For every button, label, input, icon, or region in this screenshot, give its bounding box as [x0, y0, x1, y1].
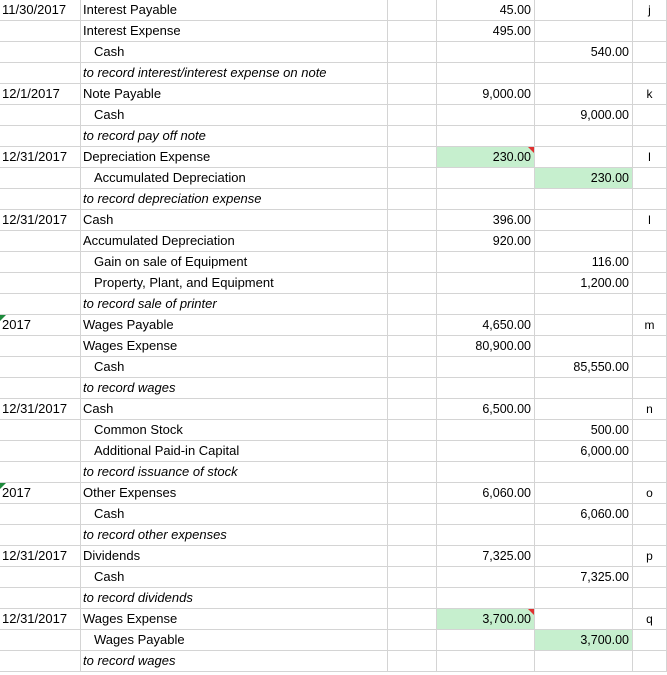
journal-row	[0, 126, 667, 147]
date-cell[interactable]	[0, 63, 81, 84]
debit-amount: 6,500.00	[482, 402, 531, 416]
account-name: Cash	[83, 401, 114, 416]
account-cell[interactable]	[81, 462, 388, 483]
credit-cell[interactable]	[535, 630, 633, 651]
debit-cell[interactable]	[437, 441, 535, 462]
journal-row	[0, 462, 667, 483]
credit-cell[interactable]	[535, 420, 633, 441]
account-name: Accumulated Depreciation	[83, 233, 235, 248]
journal-row	[0, 651, 667, 672]
blank-cell[interactable]	[388, 0, 437, 21]
journal-row	[0, 588, 667, 609]
account-name: Accumulated Depreciation	[94, 170, 246, 185]
debit-cell[interactable]	[437, 630, 535, 651]
journal-row	[0, 252, 667, 273]
credit-cell[interactable]	[535, 504, 633, 525]
debit-cell[interactable]	[437, 336, 535, 357]
date-cell[interactable]	[0, 294, 81, 315]
journal-row	[0, 420, 667, 441]
entry-memo: to record depreciation expense	[83, 191, 262, 206]
debit-cell[interactable]	[437, 147, 535, 168]
account-name: Dividends	[83, 548, 141, 563]
account-cell[interactable]	[81, 651, 388, 672]
blank-cell[interactable]	[388, 126, 437, 147]
debit-amount: 920.00	[492, 234, 531, 248]
account-name: Cash	[83, 212, 114, 227]
credit-cell[interactable]	[535, 84, 633, 105]
journal-row	[0, 441, 667, 462]
date-cell[interactable]	[0, 315, 81, 336]
account-name: Cash	[94, 44, 125, 59]
date-cell[interactable]	[0, 168, 81, 189]
date-cell[interactable]	[0, 504, 81, 525]
debit-amount: 80,900.00	[475, 339, 531, 353]
journal-row	[0, 0, 667, 21]
account-name: Common Stock	[94, 422, 183, 437]
entry-reference: p	[646, 549, 653, 563]
entry-memo: to record wages	[83, 380, 176, 395]
entry-date: 12/1/2017	[2, 86, 60, 101]
journal-row	[0, 378, 667, 399]
account-cell[interactable]	[81, 168, 388, 189]
account-name: Gain on sale of Equipment	[94, 254, 248, 269]
account-cell[interactable]	[81, 630, 388, 651]
debit-cell[interactable]	[437, 525, 535, 546]
date-cell[interactable]	[0, 126, 81, 147]
account-cell[interactable]	[81, 63, 388, 84]
account-cell[interactable]	[81, 609, 388, 630]
date-cell[interactable]	[0, 630, 81, 651]
date-cell[interactable]	[0, 420, 81, 441]
account-cell[interactable]	[81, 252, 388, 273]
debit-cell[interactable]	[437, 588, 535, 609]
account-cell[interactable]	[81, 21, 388, 42]
journal-row	[0, 609, 667, 630]
credit-amount: 500.00	[590, 423, 629, 437]
blank-cell[interactable]	[388, 252, 437, 273]
journal-row	[0, 84, 667, 105]
debit-cell[interactable]	[437, 252, 535, 273]
entry-date: 2017	[2, 485, 31, 500]
blank-cell[interactable]	[388, 336, 437, 357]
blank-cell[interactable]	[388, 588, 437, 609]
journal-row	[0, 315, 667, 336]
debit-cell[interactable]	[437, 294, 535, 315]
date-cell[interactable]	[0, 378, 81, 399]
account-name: Cash	[94, 569, 125, 584]
account-name: Other Expenses	[83, 485, 177, 500]
account-cell[interactable]	[81, 84, 388, 105]
blank-cell[interactable]	[388, 462, 437, 483]
journal-row	[0, 630, 667, 651]
credit-cell[interactable]	[535, 21, 633, 42]
journal-row	[0, 294, 667, 315]
account-name: Depreciation Expense	[83, 149, 211, 164]
debit-cell[interactable]	[437, 168, 535, 189]
account-cell[interactable]	[81, 231, 388, 252]
date-cell[interactable]	[0, 21, 81, 42]
reference-cell[interactable]	[633, 462, 667, 483]
journal-row	[0, 42, 667, 63]
reference-cell[interactable]	[633, 441, 667, 462]
credit-cell[interactable]	[535, 609, 633, 630]
credit-cell[interactable]	[535, 252, 633, 273]
reference-cell[interactable]	[633, 294, 667, 315]
credit-cell[interactable]	[535, 567, 633, 588]
account-name: Wages Payable	[94, 632, 185, 647]
journal-row	[0, 525, 667, 546]
blank-cell[interactable]	[388, 441, 437, 462]
blank-cell[interactable]	[388, 63, 437, 84]
debit-cell[interactable]	[437, 42, 535, 63]
account-cell[interactable]	[81, 315, 388, 336]
credit-cell[interactable]	[535, 357, 633, 378]
credit-cell[interactable]	[535, 483, 633, 504]
reference-cell[interactable]	[633, 357, 667, 378]
entry-reference: m	[644, 318, 655, 332]
account-cell[interactable]	[81, 336, 388, 357]
account-cell[interactable]	[81, 189, 388, 210]
credit-cell[interactable]	[535, 462, 633, 483]
credit-amount: 116.00	[591, 255, 629, 269]
credit-cell[interactable]	[535, 294, 633, 315]
account-name: Wages Expense	[83, 338, 178, 353]
date-cell[interactable]	[0, 483, 81, 504]
debit-cell[interactable]	[437, 609, 535, 630]
reference-cell[interactable]	[633, 525, 667, 546]
credit-cell[interactable]	[535, 189, 633, 210]
entry-reference: o	[646, 486, 653, 500]
reference-cell[interactable]	[633, 504, 667, 525]
entry-memo: to record pay off note	[83, 128, 206, 143]
reference-cell[interactable]	[633, 546, 667, 567]
entry-reference: k	[646, 87, 653, 101]
credit-cell[interactable]	[535, 315, 633, 336]
credit-amount: 3,700.00	[580, 633, 629, 647]
credit-cell[interactable]	[535, 399, 633, 420]
account-name: Interest Payable	[83, 2, 177, 17]
account-name: Cash	[94, 506, 125, 521]
credit-amount: 1,200.00	[580, 276, 629, 290]
blank-cell[interactable]	[388, 189, 437, 210]
reference-cell[interactable]	[633, 609, 667, 630]
blank-cell[interactable]	[388, 378, 437, 399]
entry-date: 12/31/2017	[2, 611, 68, 626]
blank-cell[interactable]	[388, 630, 437, 651]
debit-cell[interactable]	[437, 210, 535, 231]
account-cell[interactable]	[81, 378, 388, 399]
reference-cell[interactable]	[633, 231, 667, 252]
debit-cell[interactable]	[437, 84, 535, 105]
debit-cell[interactable]	[437, 231, 535, 252]
credit-cell[interactable]	[535, 651, 633, 672]
credit-cell[interactable]	[535, 147, 633, 168]
date-cell[interactable]	[0, 231, 81, 252]
journal-row	[0, 147, 667, 168]
blank-cell[interactable]	[388, 84, 437, 105]
blank-cell[interactable]	[388, 504, 437, 525]
account-cell[interactable]	[81, 504, 388, 525]
credit-cell[interactable]	[535, 588, 633, 609]
journal-row	[0, 105, 667, 126]
blank-cell[interactable]	[388, 651, 437, 672]
reference-cell[interactable]	[633, 252, 667, 273]
account-name: Additional Paid-in Capital	[94, 443, 240, 458]
debit-cell[interactable]	[437, 567, 535, 588]
blank-cell[interactable]	[388, 105, 437, 126]
account-cell[interactable]	[81, 210, 388, 231]
reference-cell[interactable]	[633, 378, 667, 399]
reference-cell[interactable]	[633, 273, 667, 294]
entry-date: 12/31/2017	[2, 548, 68, 563]
date-cell[interactable]	[0, 546, 81, 567]
date-cell[interactable]	[0, 462, 81, 483]
date-cell[interactable]	[0, 210, 81, 231]
credit-cell[interactable]	[535, 210, 633, 231]
entry-memo: to record wages	[83, 653, 176, 668]
debit-cell[interactable]	[437, 483, 535, 504]
credit-cell[interactable]	[535, 63, 633, 84]
entry-reference: j	[648, 3, 651, 17]
reference-cell[interactable]	[633, 168, 667, 189]
reference-cell[interactable]	[633, 420, 667, 441]
reference-cell[interactable]	[633, 315, 667, 336]
credit-amount: 230.00	[590, 171, 629, 185]
blank-cell[interactable]	[388, 168, 437, 189]
date-cell[interactable]	[0, 0, 81, 21]
debit-cell[interactable]	[437, 420, 535, 441]
debit-amount: 9,000.00	[482, 87, 531, 101]
entry-reference: l	[648, 213, 651, 227]
debit-amount: 230.00	[492, 150, 531, 164]
credit-cell[interactable]	[535, 42, 633, 63]
blank-cell[interactable]	[388, 42, 437, 63]
journal-row	[0, 189, 667, 210]
credit-cell[interactable]	[535, 336, 633, 357]
reference-cell[interactable]	[633, 336, 667, 357]
debit-cell[interactable]	[437, 651, 535, 672]
entry-date: 12/31/2017	[2, 212, 68, 227]
blank-cell[interactable]	[388, 210, 437, 231]
credit-amount: 6,000.00	[580, 444, 629, 458]
journal-row	[0, 357, 667, 378]
account-cell[interactable]	[81, 42, 388, 63]
date-cell[interactable]	[0, 588, 81, 609]
date-cell[interactable]	[0, 252, 81, 273]
date-cell[interactable]	[0, 273, 81, 294]
reference-cell[interactable]	[633, 588, 667, 609]
account-cell[interactable]	[81, 546, 388, 567]
blank-cell[interactable]	[388, 483, 437, 504]
reference-cell[interactable]	[633, 0, 667, 21]
date-cell[interactable]	[0, 441, 81, 462]
account-cell[interactable]	[81, 483, 388, 504]
journal-row	[0, 168, 667, 189]
journal-row	[0, 546, 667, 567]
debit-cell[interactable]	[437, 378, 535, 399]
entry-date: 12/31/2017	[2, 149, 68, 164]
date-cell[interactable]	[0, 42, 81, 63]
debit-amount: 45.00	[499, 3, 531, 17]
journal-row	[0, 63, 667, 84]
account-cell[interactable]	[81, 441, 388, 462]
credit-cell[interactable]	[535, 105, 633, 126]
blank-cell[interactable]	[388, 21, 437, 42]
credit-cell[interactable]	[535, 126, 633, 147]
journal-row	[0, 504, 667, 525]
debit-amount: 3,700.00	[482, 612, 531, 626]
entry-reference: n	[646, 402, 653, 416]
reference-cell[interactable]	[633, 210, 667, 231]
blank-cell[interactable]	[388, 231, 437, 252]
debit-amount: 396.00	[492, 213, 531, 227]
journal-row	[0, 483, 667, 504]
blank-cell[interactable]	[388, 147, 437, 168]
entry-reference: q	[646, 612, 653, 626]
debit-cell[interactable]	[437, 126, 535, 147]
reference-cell[interactable]	[633, 42, 667, 63]
entry-date: 2017	[2, 317, 31, 332]
blank-cell[interactable]	[388, 294, 437, 315]
date-cell[interactable]	[0, 357, 81, 378]
credit-cell[interactable]	[535, 378, 633, 399]
credit-cell[interactable]	[535, 525, 633, 546]
date-cell[interactable]	[0, 336, 81, 357]
entry-date: 12/31/2017	[2, 401, 68, 416]
debit-cell[interactable]	[437, 273, 535, 294]
blank-cell[interactable]	[388, 546, 437, 567]
account-cell[interactable]	[81, 105, 388, 126]
credit-amount: 85,550.00	[573, 360, 629, 374]
journal-row	[0, 399, 667, 420]
credit-amount: 540.00	[590, 45, 629, 59]
date-cell[interactable]	[0, 567, 81, 588]
account-cell[interactable]	[81, 147, 388, 168]
journal-row	[0, 210, 667, 231]
reference-cell[interactable]	[633, 630, 667, 651]
reference-cell[interactable]	[633, 105, 667, 126]
debit-cell[interactable]	[437, 462, 535, 483]
credit-cell[interactable]	[535, 0, 633, 21]
reference-cell[interactable]	[633, 147, 667, 168]
blank-cell[interactable]	[388, 315, 437, 336]
account-name: Wages Expense	[83, 611, 178, 626]
date-cell[interactable]	[0, 84, 81, 105]
credit-cell[interactable]	[535, 273, 633, 294]
blank-cell[interactable]	[388, 399, 437, 420]
journal-row	[0, 273, 667, 294]
blank-cell[interactable]	[388, 525, 437, 546]
reference-cell[interactable]	[633, 189, 667, 210]
debit-cell[interactable]	[437, 0, 535, 21]
credit-cell[interactable]	[535, 168, 633, 189]
credit-amount: 6,060.00	[580, 507, 629, 521]
journal-row	[0, 567, 667, 588]
reference-cell[interactable]	[633, 483, 667, 504]
credit-cell[interactable]	[535, 231, 633, 252]
credit-cell[interactable]	[535, 546, 633, 567]
debit-cell[interactable]	[437, 105, 535, 126]
debit-cell[interactable]	[437, 504, 535, 525]
debit-amount: 495.00	[492, 24, 531, 38]
date-cell[interactable]	[0, 651, 81, 672]
date-cell[interactable]	[0, 105, 81, 126]
account-cell[interactable]	[81, 525, 388, 546]
blank-cell[interactable]	[388, 273, 437, 294]
debit-cell[interactable]	[437, 546, 535, 567]
account-name: Wages Payable	[83, 317, 174, 332]
account-cell[interactable]	[81, 588, 388, 609]
debit-cell[interactable]	[437, 189, 535, 210]
date-cell[interactable]	[0, 609, 81, 630]
reference-cell[interactable]	[633, 567, 667, 588]
account-name: Cash	[94, 359, 125, 374]
journal-row	[0, 21, 667, 42]
debit-amount: 6,060.00	[482, 486, 531, 500]
blank-cell[interactable]	[388, 420, 437, 441]
entry-memo: to record dividends	[83, 590, 193, 605]
date-cell[interactable]	[0, 147, 81, 168]
blank-cell[interactable]	[388, 567, 437, 588]
credit-amount: 7,325.00	[580, 570, 629, 584]
entry-memo: to record interest/interest expense on note	[83, 65, 327, 80]
reference-cell[interactable]	[633, 21, 667, 42]
credit-cell[interactable]	[535, 441, 633, 462]
debit-cell[interactable]	[437, 399, 535, 420]
account-name: Interest Expense	[83, 23, 181, 38]
credit-amount: 9,000.00	[580, 108, 629, 122]
reference-cell[interactable]	[633, 399, 667, 420]
debit-amount: 7,325.00	[482, 549, 531, 563]
debit-cell[interactable]	[437, 357, 535, 378]
account-name: Cash	[94, 107, 125, 122]
entry-reference: l	[648, 150, 651, 164]
account-name: Note Payable	[83, 86, 162, 101]
account-cell[interactable]	[81, 0, 388, 21]
date-cell[interactable]	[0, 525, 81, 546]
entry-memo: to record issuance of stock	[83, 464, 238, 479]
account-cell[interactable]	[81, 294, 388, 315]
account-cell[interactable]	[81, 357, 388, 378]
debit-cell[interactable]	[437, 315, 535, 336]
blank-cell[interactable]	[388, 609, 437, 630]
entry-date: 11/30/2017	[2, 2, 67, 17]
journal-row	[0, 336, 667, 357]
reference-cell[interactable]	[633, 63, 667, 84]
debit-cell[interactable]	[437, 63, 535, 84]
date-cell[interactable]	[0, 399, 81, 420]
account-cell[interactable]	[81, 420, 388, 441]
account-cell[interactable]	[81, 273, 388, 294]
blank-cell[interactable]	[388, 357, 437, 378]
account-name: Property, Plant, and Equipment	[94, 275, 274, 290]
entry-memo: to record other expenses	[83, 527, 227, 542]
date-cell[interactable]	[0, 189, 81, 210]
account-cell[interactable]	[81, 567, 388, 588]
reference-cell[interactable]	[633, 126, 667, 147]
entry-memo: to record sale of printer	[83, 296, 217, 311]
journal-row	[0, 231, 667, 252]
reference-cell[interactable]	[633, 651, 667, 672]
account-cell[interactable]	[81, 126, 388, 147]
debit-cell[interactable]	[437, 21, 535, 42]
debit-amount: 4,650.00	[482, 318, 531, 332]
reference-cell[interactable]	[633, 84, 667, 105]
account-cell[interactable]	[81, 399, 388, 420]
